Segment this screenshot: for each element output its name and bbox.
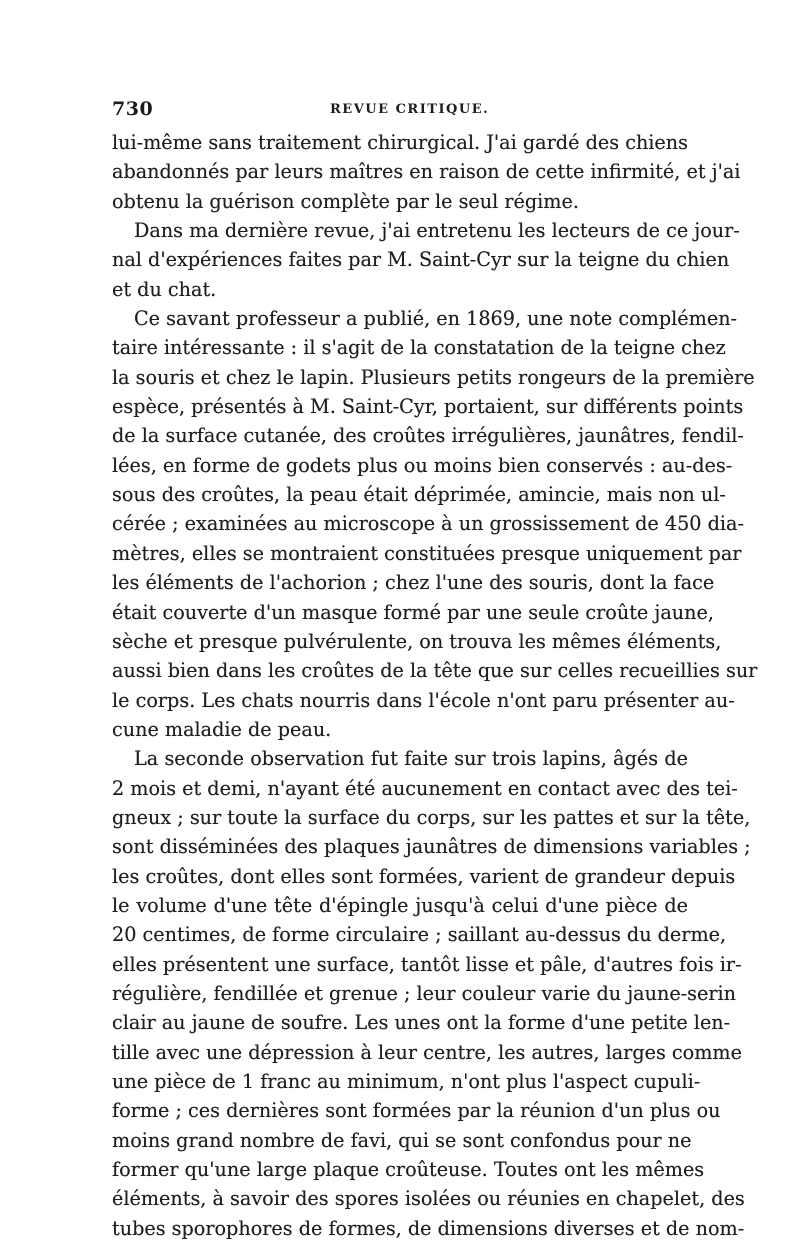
text-line: 20 centimes, de forme circulaire ; saillant au-dessus du derme, [112, 923, 727, 947]
text-line: cérée ; examinées au microscope à un grossissement de 450 dia- [112, 512, 744, 536]
text-line: le corps. Les chats nourris dans l'école n'ont paru présenter au- [112, 688, 735, 712]
text-line: Dans ma dernière revue, j'ai entretenu les lecteurs de ce jour- [134, 219, 740, 243]
text-line: était couverte d'un masque formé par une seule croûte jaune, [112, 600, 714, 624]
text-line: aussi bien dans les croûtes de la tête que sur celles recueillies sur [112, 659, 758, 683]
text-line: elles présentent une surface, tantôt lisse et pâle, d'autres fois ir- [112, 952, 742, 976]
text-line: lées, en forme de godets plus ou moins bien conservés : au-des- [112, 453, 733, 477]
text-line: moins grand nombre de favi, qui se sont confondus pour ne [112, 1128, 692, 1152]
text-line: éléments, à savoir des spores isolées ou réunies en chapelet, des [112, 1187, 745, 1211]
text-line: tubes sporophores de formes, de dimensions diverses et de nom- [112, 1216, 745, 1240]
text-line: régulière, fendillée et grenue ; leur couleur varie du jaune-serin [112, 981, 737, 1005]
text-line: nal d'expériences faites par M. Saint-Cyr sur la teigne du chien [112, 248, 730, 272]
text-line: former qu'une large plaque croûteuse. Toutes ont les mêmes [112, 1158, 705, 1182]
text-line: clair au jaune de soufre. Les unes ont la forme d'une petite len- [112, 1011, 731, 1035]
text-line: La seconde observation fut faite sur trois lapins, âgés de [134, 747, 688, 771]
text-line: sèche et presque pulvérulente, on trouva les mêmes éléments, [112, 629, 722, 653]
running-head: REVUE CRITIQUE. [330, 102, 490, 117]
text-line: tille avec une dépression à leur centre, les autres, larges comme [112, 1040, 742, 1064]
text-line: espèce, présentés à M. Saint-Cyr, portaient, sur différents points [112, 395, 744, 419]
text-line: sous des croûtes, la peau était déprimée, amincie, mais non ul- [112, 483, 726, 507]
text-line: et du chat. [112, 277, 217, 301]
text-line: taire intéressante : il s'agit de la constatation de la teigne chez [112, 336, 726, 360]
text-line: sont disséminées des plaques jaunâtres de dimensions variables ; [112, 835, 751, 859]
page-header [112, 98, 688, 126]
text-line: abandonnés par leurs maîtres en raison de cette infirmité, et j'ai [112, 160, 741, 184]
text-line: mètres, elles se montraient constituées presque uniquement par [112, 541, 742, 565]
text-line: Ce savant professeur a publié, en 1869, une note complémen- [134, 307, 738, 331]
text-line: les croûtes, dont elles sont formées, varient de grandeur depuis [112, 864, 736, 888]
text-line: cune maladie de peau. [112, 717, 332, 741]
text-line: forme ; ces dernières sont formées par la réunion d'un plus ou [112, 1099, 721, 1123]
text-line: gneux ; sur toute la surface du corps, sur les pattes et sur la tête, [112, 805, 751, 829]
text-line: obtenu la guérison complète par le seul régime. [112, 189, 579, 213]
page-number: 730 [112, 98, 154, 120]
text-line: lui-même sans traitement chirurgical. J'ai gardé des chiens [112, 131, 688, 154]
text-line: 2 mois et demi, n'ayant été aucunement en contact avec des tei- [112, 776, 738, 800]
text-line: une pièce de 1 franc au minimum, n'ont plus l'aspect cupuli- [112, 1070, 701, 1093]
body-text [112, 128, 758, 1243]
text-line: de la surface cutanée, des croûtes irrégulières, jaunâtres, fendil- [112, 424, 744, 448]
text-line: le volume d'une tête d'épingle jusqu'à celui d'une pièce de [112, 893, 688, 917]
text-line: la souris et chez le lapin. Plusieurs petits rongeurs de la première [112, 365, 755, 389]
text-line: les éléments de l'achorion ; chez l'une des souris, dont la face [112, 571, 715, 595]
